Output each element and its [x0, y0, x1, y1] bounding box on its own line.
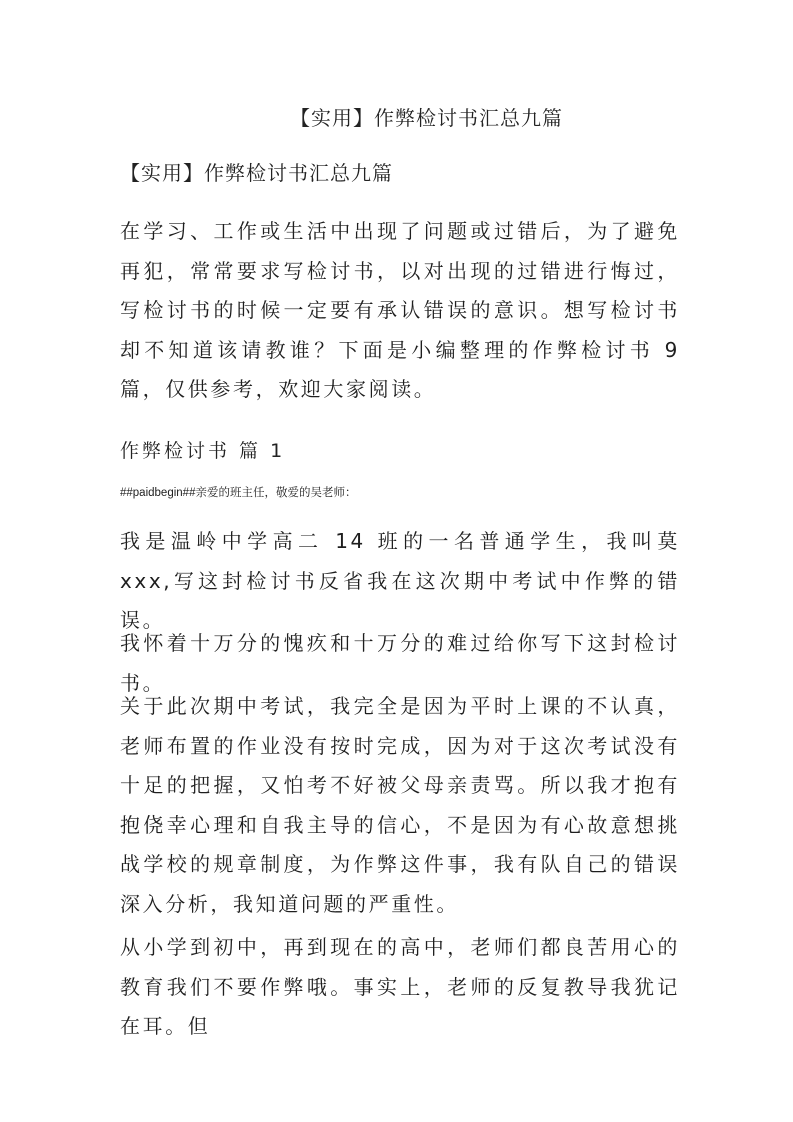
salutation-text: 亲爱的班主任，敬爱的吴老师： [195, 485, 357, 499]
document-subtitle: 【实用】作弊检讨书汇总九篇 [120, 161, 393, 185]
paid-marker: ##paidbegin## [120, 487, 196, 499]
body-paragraph: 从小学到初中，再到现在的高中，老师们都良苦用心的教育我们不要作弊哦。事实上，老师的反复教导我犹记在耳。但 [120, 935, 680, 1038]
body-paragraph: 我怀着十万分的愧疚和十万分的难过给你写下这封检讨书。 [120, 631, 680, 695]
body-paragraph: 关于此次期中考试，我完全是因为平时上课的不认真，老师布置的作业没有按时完成，因为对于这次考试没有十足的把握，又怕考不好被父母亲责骂。所以我才抱有抱侥幸心理和自我主导的信心，不是因为有心故意想挑战学校的规章制度，为作弊这件事，我有队自己的错误深入分析，我知道问题的严重性。 [120, 694, 680, 916]
salutation-line [120, 484, 356, 500]
body-paragraph: 我是温岭中学高二 14 班的一名普通学生，我叫莫 xxx,写这封检讨书反省我在这次期中考试中作弊的错误。 [120, 529, 680, 632]
intro-paragraph: 在学习、工作或生活中出现了问题或过错后，为了避免再犯，常常要求写检讨书，以对出现的过错进行悔过，写检讨书的时候一定要有承认错误的意识。想写检讨书却不知道该请教谁？下面是小编整理的作弊检讨书 9 篇，仅供参考，欢迎大家阅读。 [120, 219, 680, 401]
section-heading: 作弊检讨书 篇 1 [120, 440, 286, 462]
document-title: 【实用】作弊检讨书汇总九篇 [290, 106, 563, 130]
